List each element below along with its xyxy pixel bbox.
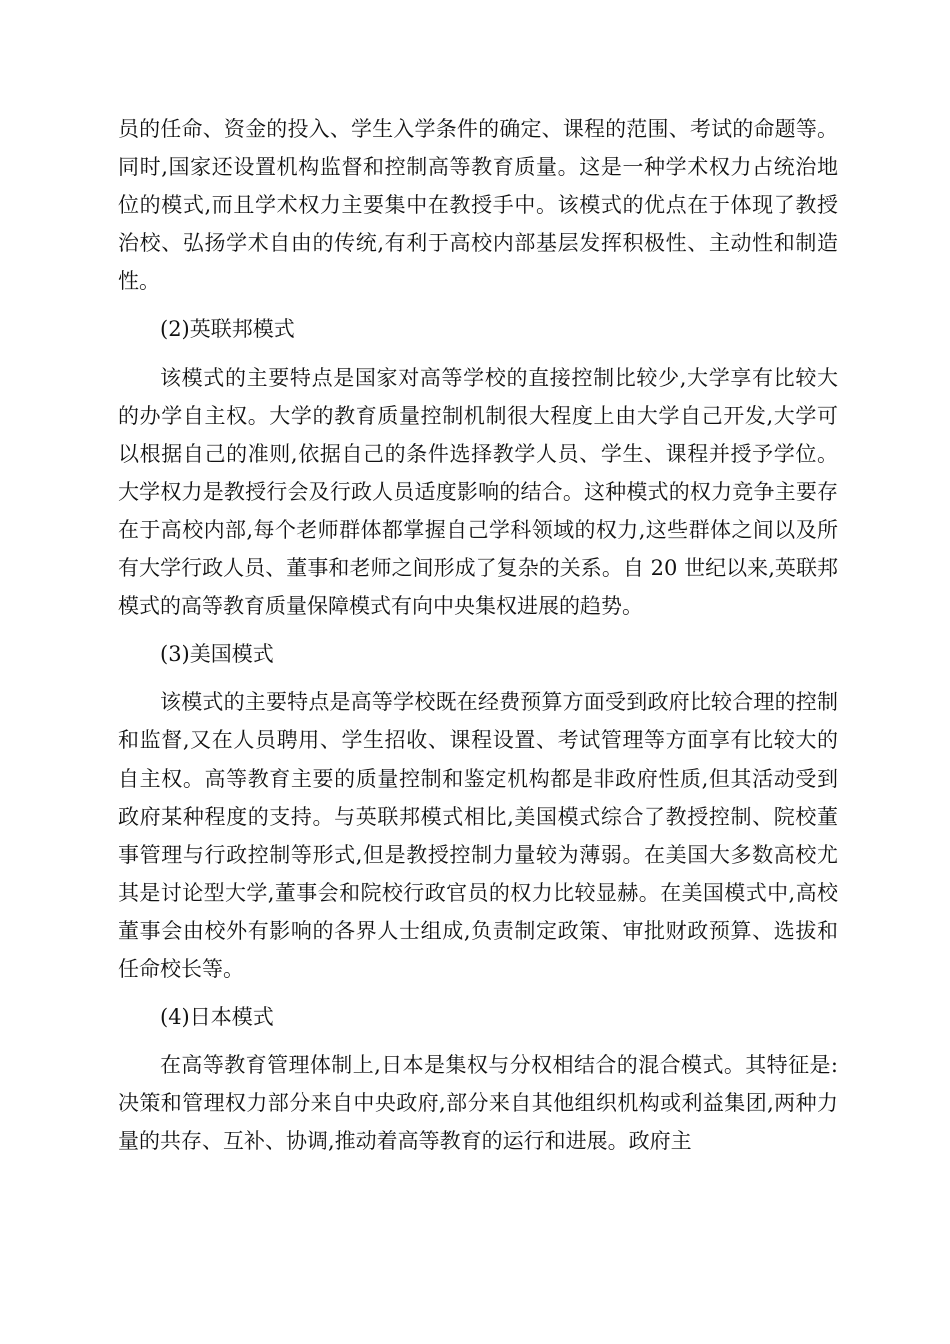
paragraph-japan-model: 在高等教育管理体制上,日本是集权与分权相结合的混合模式。其特征是:决策和管理权力部分来自中央政府,部分来自其他组织机构或利益集团,两种力量的共存、互补、协调,推动着高等教育的运行和进展。政府主: [118, 1053, 838, 1154]
paragraph-us-model: 该模式的主要特点是高等学校既在经费预算方面受到政府比较合理的控制和监督,又在人员聘用、学生招收、课程设置、考试管理等方面享有比较大的自主权。高等教育主要的质量控制和鉴定机构都是非政府性质,但其活动受到政府某种程度的支持。与英联邦模式相比,美国模式综合了教授控制、院校董事管理与行政控制等形式,但是教授控制力量较为薄弱。在美国大多数高校尤其是讨论型大学,董事会和院校行政官员的权力比较显赫。在美国模式中,高校董事会由校外有影响的各界人士组成,负责制定政策、审批财政预算、选拔和任命校长等。: [118, 690, 838, 981]
paragraph-commonwealth-model: 该模式的主要特点是国家对高等学校的直接控制比较少,大学享有比较大的办学自主权。大学的教育质量控制机制很大程度上由大学自己开发,大学可以根据自己的准则,依据自己的条件选择教学人员、学生、课程并授予学位。大学权力是教授行会及行政人员适度影响的结合。这种模式的权力竞争主要存在于高校内部,每个老师群体都掌握自己学科领域的权力,这些群体之间以及所有大学行政人员、董事和老师之间形成了复杂的关系。自 20 世纪以来,英联邦模式的高等教育质量保障模式有向中央集权进展的趋势。: [118, 365, 838, 619]
document-body: [118, 110, 838, 1160]
section-heading-japan-model: (4)日本模式: [160, 1005, 274, 1030]
paragraph-intro-continuation: 员的任命、资金的投入、学生入学条件的确定、课程的范围、考试的命题等。同时,国家还设置机构监督和控制高等教育质量。这是一种学术权力占统治地位的模式,而且学术权力主要集中在教授手中。该模式的优点在于体现了教授治校、弘扬学术自由的传统,有利于高校内部基层发挥积极性、主动性和制造性。: [118, 117, 838, 294]
section-heading-us-model: (3)美国模式: [160, 642, 274, 667]
section-heading-commonwealth-model: (2)英联邦模式: [160, 317, 295, 342]
